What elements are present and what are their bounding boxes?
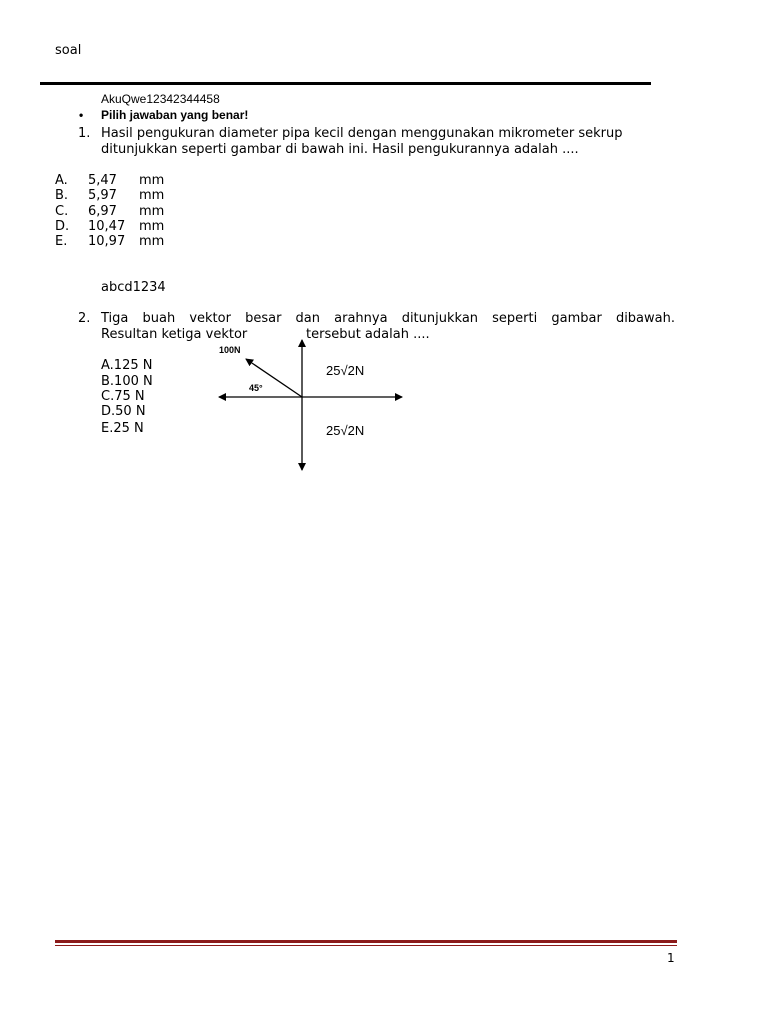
question-2-line-2b: tersebut adalah ....	[306, 327, 430, 342]
question-2-number: 2.	[78, 311, 91, 326]
option-item: B.100 N	[101, 374, 153, 389]
option-value: 10,47	[88, 219, 126, 234]
question-1-number: 1.	[78, 126, 91, 141]
option-value: 5,97	[88, 188, 117, 203]
document-id: AkuQwe12342344458	[101, 92, 220, 106]
header-rule	[40, 82, 651, 85]
option-item: E.25 N	[101, 421, 144, 436]
option-letter: A.	[55, 173, 68, 188]
option-value: 10,97	[88, 234, 126, 249]
option-letter: E.	[55, 234, 68, 249]
option-value: 5,47	[88, 173, 117, 188]
question-1-line-2: ditunjukkan seperti gambar di bawah ini. Hasil pengukurannya adalah ....	[101, 142, 579, 157]
label-100n: 100N	[219, 345, 241, 355]
vector-diagram	[210, 335, 420, 480]
option-unit: mm	[139, 219, 165, 234]
label-right-vector: 25√2N	[326, 363, 365, 378]
code-label: abcd1234	[101, 280, 166, 295]
option-unit: mm	[139, 173, 165, 188]
footer-rule-thin	[55, 945, 677, 946]
instruction-text: Pilih jawaban yang benar!	[101, 108, 249, 122]
question-2-line-2a: Resultan ketiga vektor	[101, 327, 248, 342]
option-item: C.75 N	[101, 389, 145, 404]
footer-rule	[55, 940, 677, 943]
option-value: 6,97	[88, 204, 117, 219]
option-unit: mm	[139, 234, 165, 249]
option-unit: mm	[139, 204, 165, 219]
label-down-vector: 25√2N	[326, 423, 365, 438]
option-item: D.50 N	[101, 404, 146, 419]
option-unit: mm	[139, 188, 165, 203]
question-2-line-1: Tiga buah vektor besar dan arahnya ditunjukkan seperti gambar dibawah.	[101, 311, 675, 326]
question-1-line-1: Hasil pengukuran diameter pipa kecil dengan menggunakan mikrometer sekrup	[101, 126, 623, 141]
header-title: soal	[55, 43, 82, 58]
option-item: A.125 N	[101, 358, 153, 373]
option-letter: B.	[55, 188, 69, 203]
label-angle-45: 45°	[249, 383, 263, 393]
option-letter: D.	[55, 219, 70, 234]
option-letter: C.	[55, 204, 69, 219]
page-number: 1	[667, 951, 675, 965]
instruction-bullet: •	[79, 108, 84, 122]
